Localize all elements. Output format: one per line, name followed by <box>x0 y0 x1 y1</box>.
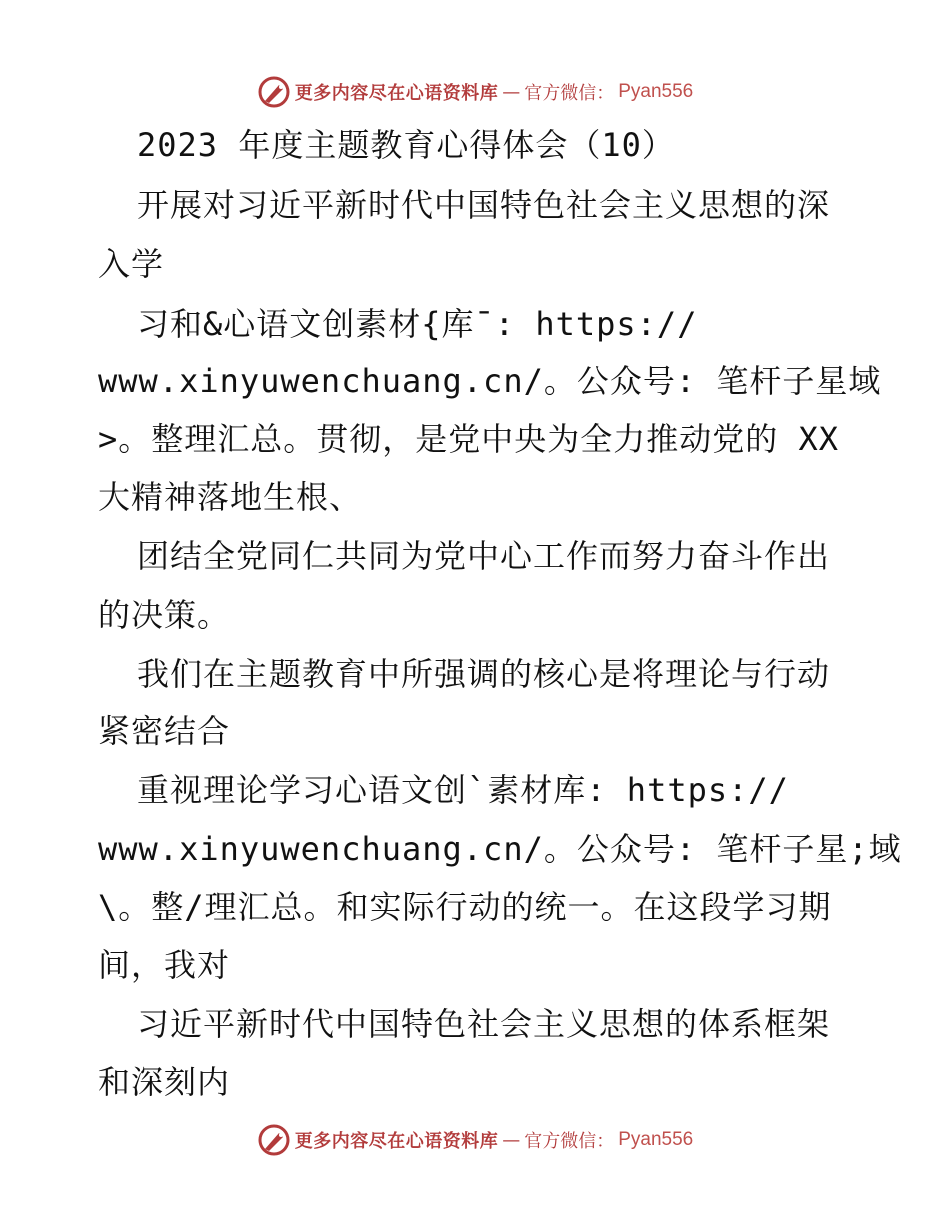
paragraph-line: 入学 <box>98 245 165 283</box>
paragraph-line: 间，我对 <box>98 946 231 984</box>
footer-watermark <box>0 1120 950 1160</box>
paragraph-line: 紧密结合 <box>98 712 231 750</box>
paragraph-line: >。整理汇总。贯彻，是党中央为全力推动党的 XX <box>98 420 840 458</box>
paragraph-line: 的决策。 <box>98 596 231 634</box>
paragraph-line: 开展对习近平新时代中国特色社会主义思想的深 <box>137 186 831 224</box>
banner-separator: — <box>502 81 521 103</box>
paragraph-line: 习近平新时代中国特色社会主义思想的体系框架 <box>137 1005 831 1043</box>
wechat-id: Pyan556 <box>618 1129 694 1150</box>
wechat-id: Pyan556 <box>618 81 694 102</box>
paragraph-line: \。整/理汇总。和实际行动的统一。在这段学习期 <box>98 888 832 926</box>
header-watermark <box>0 72 950 112</box>
paragraph-line: 重视理论学习心语文创`素材库: https:// <box>137 771 789 809</box>
doc-title: 2023 年度主题教育心得体会（10） <box>137 126 675 164</box>
banner-separator: — <box>502 1129 521 1151</box>
paragraph-line: www.xinyuwenchuang.cn/。公众号: 笔杆子星域 <box>98 362 882 400</box>
banner-text: 更多内容尽在心语资料库 <box>294 83 499 104</box>
wechat-label: 官方微信： <box>524 83 615 104</box>
paragraph-line: 大精神落地生根、 <box>98 478 363 516</box>
wechat-label: 官方微信： <box>524 1131 615 1152</box>
pen-logo-icon <box>257 75 291 109</box>
paragraph-line: 习和&心语文创素材{库¯: https:// <box>137 305 698 343</box>
paragraph-line: 和深刻内 <box>98 1063 231 1101</box>
paragraph-line: 我们在主题教育中所强调的核心是将理论与行动 <box>137 655 831 693</box>
banner-text: 更多内容尽在心语资料库 <box>294 1131 499 1152</box>
paragraph-line: www.xinyuwenchuang.cn/。公众号: 笔杆子星;域 <box>98 830 902 868</box>
pen-logo-icon <box>257 1123 291 1157</box>
paragraph-line: 团结全党同仁共同为党中心工作而努力奋斗作出 <box>137 537 831 575</box>
